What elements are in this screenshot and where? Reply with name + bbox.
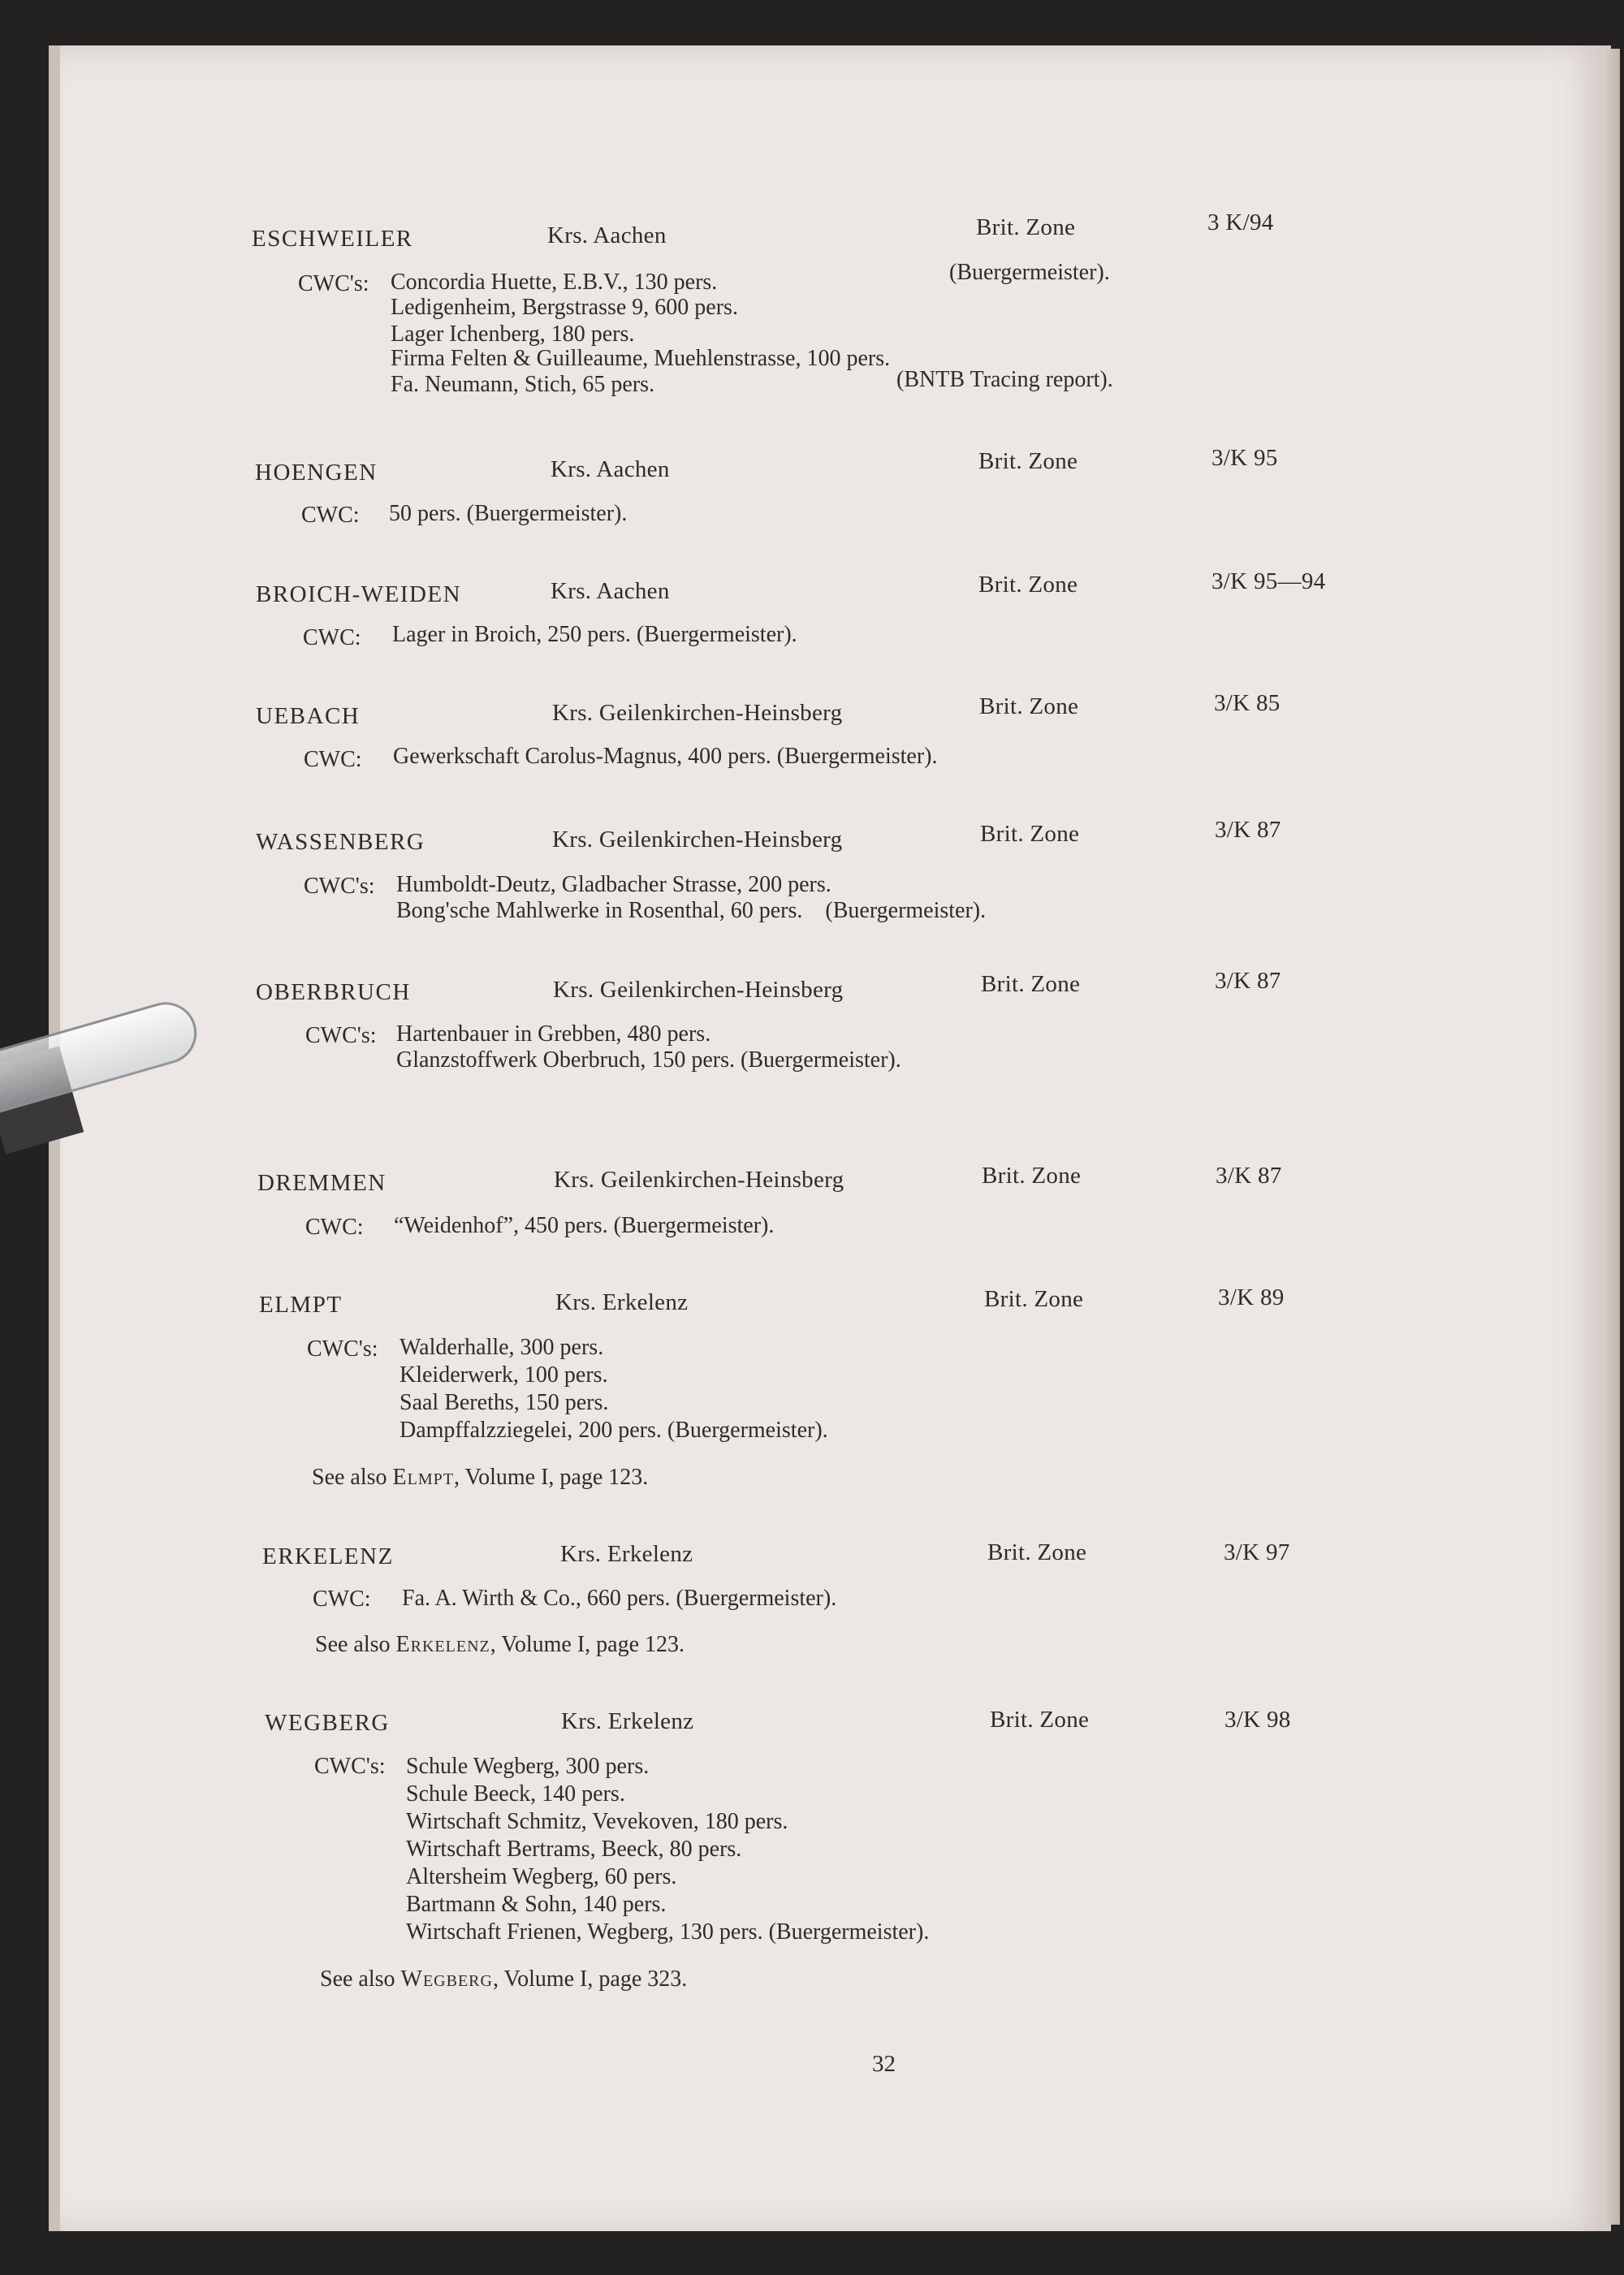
page-edge [1604,49,1620,2225]
district: Krs. Geilenkirchen-Heinsberg [552,700,843,726]
reference: 3/K 89 [1218,1284,1285,1310]
reference: 3/K 85 [1214,690,1281,716]
camp-line: “Weidenhof”, 450 pers. (Buergermeister). [394,1213,775,1238]
reference: 3/K 95—94 [1212,568,1326,594]
document-page [49,45,1611,2231]
zone: Brit. Zone [984,1286,1084,1312]
see-also [315,1632,685,1658]
see-also-place: Erkelenz [395,1632,490,1657]
camp-line: Gewerkschaft Carolus-Magnus, 400 pers. (Buergermeister). [393,744,938,769]
see-also-place: Elmpt [392,1465,454,1490]
place-name: WASSENBERG [256,829,425,855]
zone: Brit. Zone [982,1163,1082,1189]
camp-line: Wirtschaft Bertrams, Beeck, 80 pers. [406,1837,742,1862]
see-also-reference: , Volume I, page 323. [492,1966,688,1992]
zone: Brit. Zone [978,572,1078,598]
cwc-label: CWC's: [305,1023,377,1048]
camp-line: Wirtschaft Frienen, Wegberg, 130 pers. (Buergermeister). [406,1919,930,1945]
place-name: HOENGEN [255,460,378,486]
camp-line: Ledigenheim, Bergstrasse 9, 600 pers. [391,295,738,320]
see-also-place: Wegberg [400,1966,493,1992]
cwc-label: CWC's: [314,1754,386,1779]
camp-line: Hartenbauer in Grebben, 480 pers. [396,1021,711,1047]
camp-line: Bartmann & Sohn, 140 pers. [406,1892,667,1917]
zone: Brit. Zone [990,1707,1090,1733]
camp-line: Altersheim Wegberg, 60 pers. [406,1864,677,1889]
camp-line: Concordia Huette, E.B.V., 130 pers. [391,270,718,295]
camp-line: Schule Wegberg, 300 pers. [406,1754,650,1779]
zone: Brit. Zone [979,693,1079,719]
camp-line: Fa. A. Wirth & Co., 660 pers. (Buergermeister). [402,1586,837,1611]
place-name: BROICH-WEIDEN [256,581,462,607]
camp-line: Humboldt-Deutz, Gladbacher Strasse, 200 pers. [396,872,831,897]
place-name: ESCHWEILER [252,226,413,252]
cwc-label: CWC: [301,503,360,528]
zone: Brit. Zone [976,214,1076,240]
district: Krs. Erkelenz [561,1708,694,1734]
cwc-label: CWC's: [304,874,375,899]
see-also [312,1465,648,1491]
page-number: 32 [872,2051,896,2077]
zone: Brit. Zone [981,971,1081,997]
cwc-label: CWC's: [298,271,369,296]
cwc-label: CWC: [313,1586,371,1612]
camp-line: Schule Beeck, 140 pers. [406,1781,625,1807]
see-also-reference: , Volume I, page 123. [490,1632,685,1657]
reference: 3/K 87 [1216,1163,1282,1189]
cwc-label: CWC: [303,625,361,650]
district: Krs. Geilenkirchen-Heinsberg [552,827,843,853]
see-also [320,1966,687,1992]
reference: 3/K 97 [1224,1539,1290,1565]
camp-line: Firma Felten & Guilleaume, Muehlenstrasse, 100 pers. [391,346,891,371]
zone: Brit. Zone [987,1539,1087,1565]
camp-line: Walderhalle, 300 pers. [400,1335,604,1360]
place-name: ELMPT [259,1292,343,1318]
cwc-label: CWC's: [307,1336,378,1362]
see-also-prefix: See also [315,1632,396,1657]
district: Krs. Erkelenz [560,1541,693,1567]
side-note: (Buergermeister). [949,260,1110,285]
cwc-label: CWC: [305,1215,364,1240]
cwc-label: CWC: [304,747,362,772]
see-also-prefix: See also [312,1465,393,1490]
place-name: DREMMEN [257,1170,387,1196]
camp-line: Wirtschaft Schmitz, Vevekoven, 180 pers. [406,1809,788,1834]
district: Krs. Erkelenz [555,1289,689,1315]
reference: 3/K 87 [1215,817,1281,843]
district: Krs. Geilenkirchen-Heinsberg [553,977,844,1003]
see-also-reference: , Volume I, page 123. [453,1465,649,1490]
camp-line: Glanzstoffwerk Oberbruch, 150 pers. (Buergermeister). [396,1047,901,1073]
reference: 3/K 87 [1215,968,1281,994]
side-note: (BNTB Tracing report). [896,367,1113,392]
place-name: WEGBERG [265,1710,390,1736]
zone: Brit. Zone [978,448,1078,474]
district: Krs. Geilenkirchen-Heinsberg [554,1167,844,1193]
reference: 3/K 98 [1224,1707,1291,1733]
camp-line: Dampffalzziegelei, 200 pers. (Buergermeister). [400,1418,828,1443]
camp-line: Lager in Broich, 250 pers. (Buergermeister). [392,622,797,647]
district: Krs. Aachen [551,578,670,604]
reference: 3 K/94 [1207,209,1274,235]
see-also-prefix: See also [320,1966,401,1992]
zone: Brit. Zone [980,821,1080,847]
place-name: UEBACH [256,703,361,729]
district: Krs. Aachen [551,456,670,482]
reference: 3/K 95 [1212,445,1278,471]
district: Krs. Aachen [547,222,667,248]
camp-line: 50 pers. (Buergermeister). [389,501,628,526]
camp-line: Fa. Neumann, Stich, 65 pers. [391,372,655,397]
camp-line: Kleiderwerk, 100 pers. [400,1362,608,1388]
camp-line: Saal Bereths, 150 pers. [400,1390,609,1415]
camp-line: Bong'sche Mahlwerke in Rosenthal, 60 pers. (Buergermeister). [396,898,987,923]
place-name: OBERBRUCH [256,979,411,1005]
camp-line: Lager Ichenberg, 180 pers. [391,322,635,347]
place-name: ERKELENZ [262,1543,394,1569]
